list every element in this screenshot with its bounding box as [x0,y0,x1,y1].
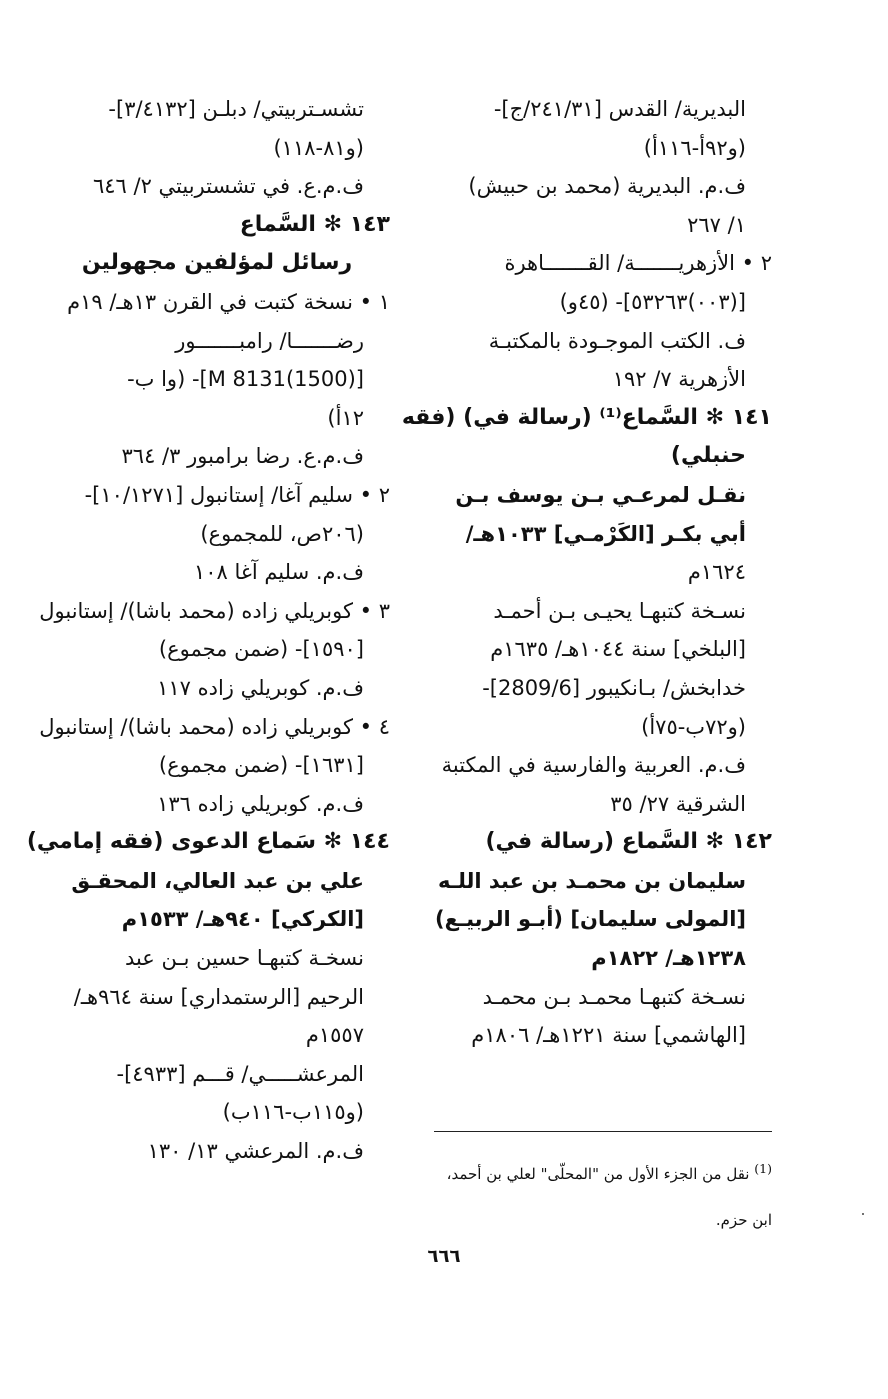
left-column-line: ف.م.ع. في تشستربيتي ٢/ ٦٤٦ [92,174,364,199]
left-column-line: ٢ • سليم آغا/ إستانبول [١٠/١٢٧١]- [84,482,390,507]
right-column-line: حنبلي) [670,443,746,469]
left-column-line: المرعشـــــي/ قـــم [٤٩٣٣]- [116,1061,364,1086]
left-column-line: ف.م. سليم آغا ١٠٨ [193,560,364,585]
left-column-line: [١٥٩٠]- (ضمن مجموع) [158,637,364,662]
left-column-line: ١٢أ) [327,405,364,430]
right-column-line: سليمان بن محمـد بن عبد اللـه [438,868,746,893]
right-column-line: نسـخة كتبهـا محمـد بـن محمـد [482,984,746,1009]
right-column-line: الأزهرية ٧/ ١٩٢ [612,367,746,392]
right-column-line: (و٧٢ب-٧٥أ) [641,714,746,739]
right-column-line: نسـخة كتبهـا يحيـى بـن أحمـد [493,598,746,623]
right-column [401,90,772,1055]
right-column-line: ف.م. العربية والفارسية في المكتبة [441,753,746,778]
right-column-line: ١٤٢ ✻ السَّماع (رسالة في) [485,829,772,855]
left-column-line: رضـــــــا/ رامبـــــــور [175,328,364,353]
footnote-marker: (1) [754,1161,772,1176]
right-column-line: [الهاشمي] سنة ١٢٢١هـ/ ١٨٠٦م [471,1023,746,1048]
left-column-line: الرحيم [الرستمداري] سنة ٩٦٤هـ/ [73,984,364,1009]
left-column-line: علي بن عبد العالي، المحقـق [71,868,364,893]
left-column-line: [الكركي] ٩٤٠هـ/ ١٥٣٣م [121,907,364,932]
left-column-line: تشسـتربيتي/ دبلـن [٣/٤١٣٢]- [108,97,364,121]
left-column-line: نسخـة كتبهـا حسين بـن عبد [124,946,364,971]
scan-speck [862,1213,864,1215]
left-column-line: رسائل لمؤلفين مجهولين [81,250,353,276]
footnote-line-2: ابن حزم. [715,1211,772,1229]
left-column-line: ٤ • كوبريلي زاده (محمد باشا)/ إستانبول [39,714,390,739]
left-column-line: ف.م. كوبريلي زاده ١٣٦ [157,791,364,816]
right-column-line: ١٢٣٨هـ/ ١٨٢٢م [591,946,746,971]
right-column-line: ١٤١ ✻ السَّماع⁽¹⁾ (رسالة في) (فقه [401,404,772,430]
left-column-line: (و٨١-١١٨) [273,135,364,160]
right-column-line: ١/ ٢٦٧ [687,212,746,237]
right-column-line: ف.م. البديرية (محمد بن حبيش) [468,174,746,199]
right-column-line: ١٦٢٤م [687,560,746,585]
left-column-line: ١٤٤ ✻ سَماع الدعوى (فقه إمامي) [26,829,390,855]
right-column-line: ٢ • الأزهريـــــــة/ القـــــــاهرة [504,251,772,276]
right-column-line: خدابخش/ بـانكيبور [2809/6]- [482,675,746,700]
left-column-line: ١٥٥٧م [305,1023,364,1048]
left-column-line: (٢٠٦ص، للمجموع) [200,521,364,546]
page-number: ٦٦٦ [427,1246,461,1267]
left-column-line: (و١١٥ب-١١٦ب) [222,1100,364,1125]
right-column-line: نقـل لمرعـي بـن يوسف بـن [455,482,746,507]
left-column-line: ف.م. المرعشي ١٣/ ١٣٠ [147,1139,364,1164]
left-column-line: ٣ • كوبريلي زاده (محمد باشا)/ إستانبول [39,598,390,623]
right-column-line: [(٠٠٣)٥٣٢٦٣]- (٤٥و) [559,289,746,314]
left-column-line: ١ • نسخة كتبت في القرن ١٣هـ/ ١٩م [67,289,390,314]
right-column-line: الشرقية ٢٧/ ٣٥ [610,791,746,816]
footnote-separator [434,1131,772,1132]
right-column-line: [المولى سليمان] (أبـو الربيـع) [434,907,746,932]
right-column-line: أبي بكـر [الكَرْمـي] ١٠٣٣هـ/ [465,521,746,546]
left-column-line: ف.م.ع. رضا برامبور ٣/ ٣٦٤ [121,444,364,469]
left-column-line: ١٤٣ ✻ السَّماع [239,211,390,237]
right-column-line: (و٩٢أ-١١٦أ) [643,135,746,160]
left-column-line: [M 8131(1500)]- (وا ب- [127,367,364,392]
footnote-text: نقل من الجزء الأول من "المحلّى" لعلي بن أحمد، [446,1165,750,1183]
right-column-line: ف. الكتب الموجـودة بالمكتبـة [488,328,746,353]
right-column-line: البديرية/ القدس [٢٤١/٣١/ج]- [493,97,746,121]
right-column-line: [البلخي] سنة ١٠٤٤هـ/ ١٦٣٥م [490,637,746,662]
left-column-line: ف.م. كوبريلي زاده ١١٧ [157,675,364,700]
footnote-line-1 [430,1146,772,1197]
left-column-line: [١٦٣١]- (ضمن مجموع) [158,753,364,778]
footnote [430,1146,772,1243]
left-column [26,90,390,1171]
